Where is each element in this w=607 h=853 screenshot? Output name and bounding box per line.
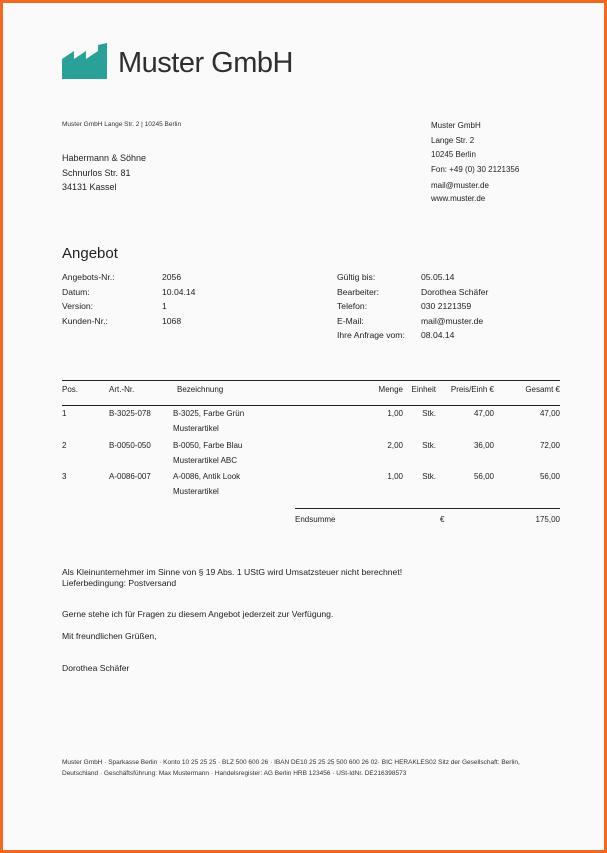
meta-row [62, 299, 195, 314]
document-title: Angebot [62, 245, 118, 262]
signature-name: Dorothea Schäfer [62, 663, 130, 673]
meta-row [62, 285, 195, 300]
meta-label: Ihre Anfrage vom: [337, 330, 405, 340]
header-menge: Menge [378, 385, 403, 394]
table-row [62, 409, 560, 435]
notes [62, 567, 402, 589]
sender-line: Muster GmbH [431, 121, 481, 130]
meta-label: Telefon: [337, 301, 368, 311]
meta-label: E-Mail: [337, 315, 364, 326]
cell-art: B-0050-050 [109, 441, 151, 450]
tax-note: Als Kleinunternehmer im Sinne von § 19 Abs. 1 UStG wird Umsatzsteuer nicht berechnet! [62, 567, 403, 577]
meta-row [337, 299, 488, 314]
meta-row [337, 328, 488, 343]
cell-preis: 56,00 [473, 472, 494, 481]
sender-line: 10245 Berlin [431, 150, 476, 159]
total-rule [295, 508, 560, 509]
table-row [62, 472, 560, 498]
meta-label: Bearbeiter: [337, 286, 380, 297]
meta-label: Version: [62, 301, 94, 311]
table-header-rule [62, 405, 560, 406]
sender-line: Lange Str. 2 [431, 135, 475, 145]
cell-bez: B-3025, Farbe Grün [173, 409, 245, 418]
meta-row [62, 270, 195, 285]
meta-value: 030 2121359 [421, 301, 472, 311]
offer-note: Gerne stehe ich für Fragen zu diesem Angebot jederzeit zur Verfügung. [62, 609, 334, 619]
recipient-line: Habermann & Söhne [62, 153, 147, 163]
cell-pos: 3 [62, 472, 67, 481]
recipient-line: 34131 Kassel [62, 182, 117, 192]
meta-left [62, 270, 195, 328]
recipient-line: Schnurlos Str. 81 [62, 167, 131, 178]
table-row [62, 441, 560, 467]
meta-label: Angebots-Nr.: [62, 272, 115, 282]
meta-value: 2056 [162, 272, 182, 282]
cell-art: A-0086-007 [109, 472, 151, 481]
footer [62, 758, 520, 779]
sender-website: www.muster.de [431, 193, 486, 203]
meta-row [337, 314, 488, 329]
cell-gesamt: 47,00 [539, 409, 560, 418]
header-art: Art.-Nr. [109, 385, 135, 394]
cell-art: B-3025-078 [109, 409, 151, 418]
total-label: Endsumme [295, 515, 336, 524]
cell-menge: 1,00 [387, 409, 403, 418]
sender-contact [431, 180, 489, 205]
cell-einheit: Stk. [422, 472, 436, 481]
factory-logo-icon [62, 43, 110, 79]
cell-einheit: Stk. [422, 409, 436, 418]
total-value: 175,00 [535, 515, 560, 524]
table-header [62, 385, 560, 397]
sender-address [431, 119, 519, 177]
cell-bez-sub: Musterartikel ABC [173, 456, 238, 465]
cell-bez: B-0050, Farbe Blau [173, 441, 243, 450]
greeting: Mit freundlichen Grüßen, [62, 631, 157, 641]
cell-pos: 1 [62, 409, 67, 418]
sender-return-line: Muster GmbH Lange Str. 2 | 10245 Berlin [62, 121, 182, 128]
total-row [295, 515, 560, 527]
footer-line: Muster GmbH · Sparkasse Berlin · Konto 10 25 25 25 · BLZ 500 600 26 · IBAN DE10 25 25 25 500 600 26 02· BIC HERAKLES02 Sitz der Gesellschaft: Berlin, [62, 759, 520, 766]
meta-value: 1 [162, 301, 167, 311]
meta-row [337, 285, 488, 300]
cell-menge: 2,00 [387, 441, 403, 450]
cell-menge: 1,00 [387, 472, 403, 481]
header-einheit: Einheit [411, 385, 436, 394]
header-bez: Bezeichnung [177, 385, 224, 394]
sender-email: mail@muster.de [431, 181, 489, 190]
cell-preis: 36,00 [473, 441, 494, 450]
meta-value: 05.05.14 [421, 272, 455, 282]
cell-einheit: Stk. [422, 441, 436, 450]
cell-pos: 2 [62, 441, 67, 450]
cell-preis: 47,00 [473, 409, 494, 418]
meta-row [337, 270, 488, 285]
meta-value: Dorothea Schäfer [421, 286, 489, 297]
header-preis: Preis/Einh € [450, 385, 494, 394]
meta-right [337, 270, 488, 343]
document-page [3, 3, 604, 850]
header-pos: Pos. [62, 385, 79, 394]
meta-value: 1068 [162, 315, 182, 326]
meta-value: mail@muster.de [421, 315, 484, 326]
delivery-note: Lieferbedingung: Postversand [62, 578, 177, 588]
total-currency: € [440, 515, 445, 524]
meta-row [62, 314, 195, 329]
meta-value: 10.04.14 [162, 286, 196, 297]
footer-line: Deutschland · Geschäftsführung: Max Mustermann · Handelsregister: AG Berlin HRB 123456 · USt-IdNr. DE216398573 [62, 769, 407, 777]
cell-gesamt: 56,00 [539, 472, 560, 481]
cell-gesamt: 72,00 [539, 441, 560, 450]
company-name: Muster GmbH [118, 47, 293, 79]
meta-label: Gültig bis: [337, 272, 376, 282]
table-top-rule [62, 380, 560, 381]
sender-line: Fon: +49 (0) 30 2121356 [431, 164, 520, 174]
meta-value: 08.04.14 [421, 330, 455, 340]
meta-label: Datum: [62, 286, 90, 297]
meta-label: Kunden-Nr.: [62, 315, 108, 326]
recipient-address [62, 151, 146, 195]
cell-bez-sub: Musterartikel [173, 487, 219, 496]
cell-bez-sub: Musterartikel [173, 424, 219, 433]
cell-bez: A-0086, Antik Look [173, 472, 241, 481]
header-gesamt: Gesamt € [525, 385, 560, 394]
